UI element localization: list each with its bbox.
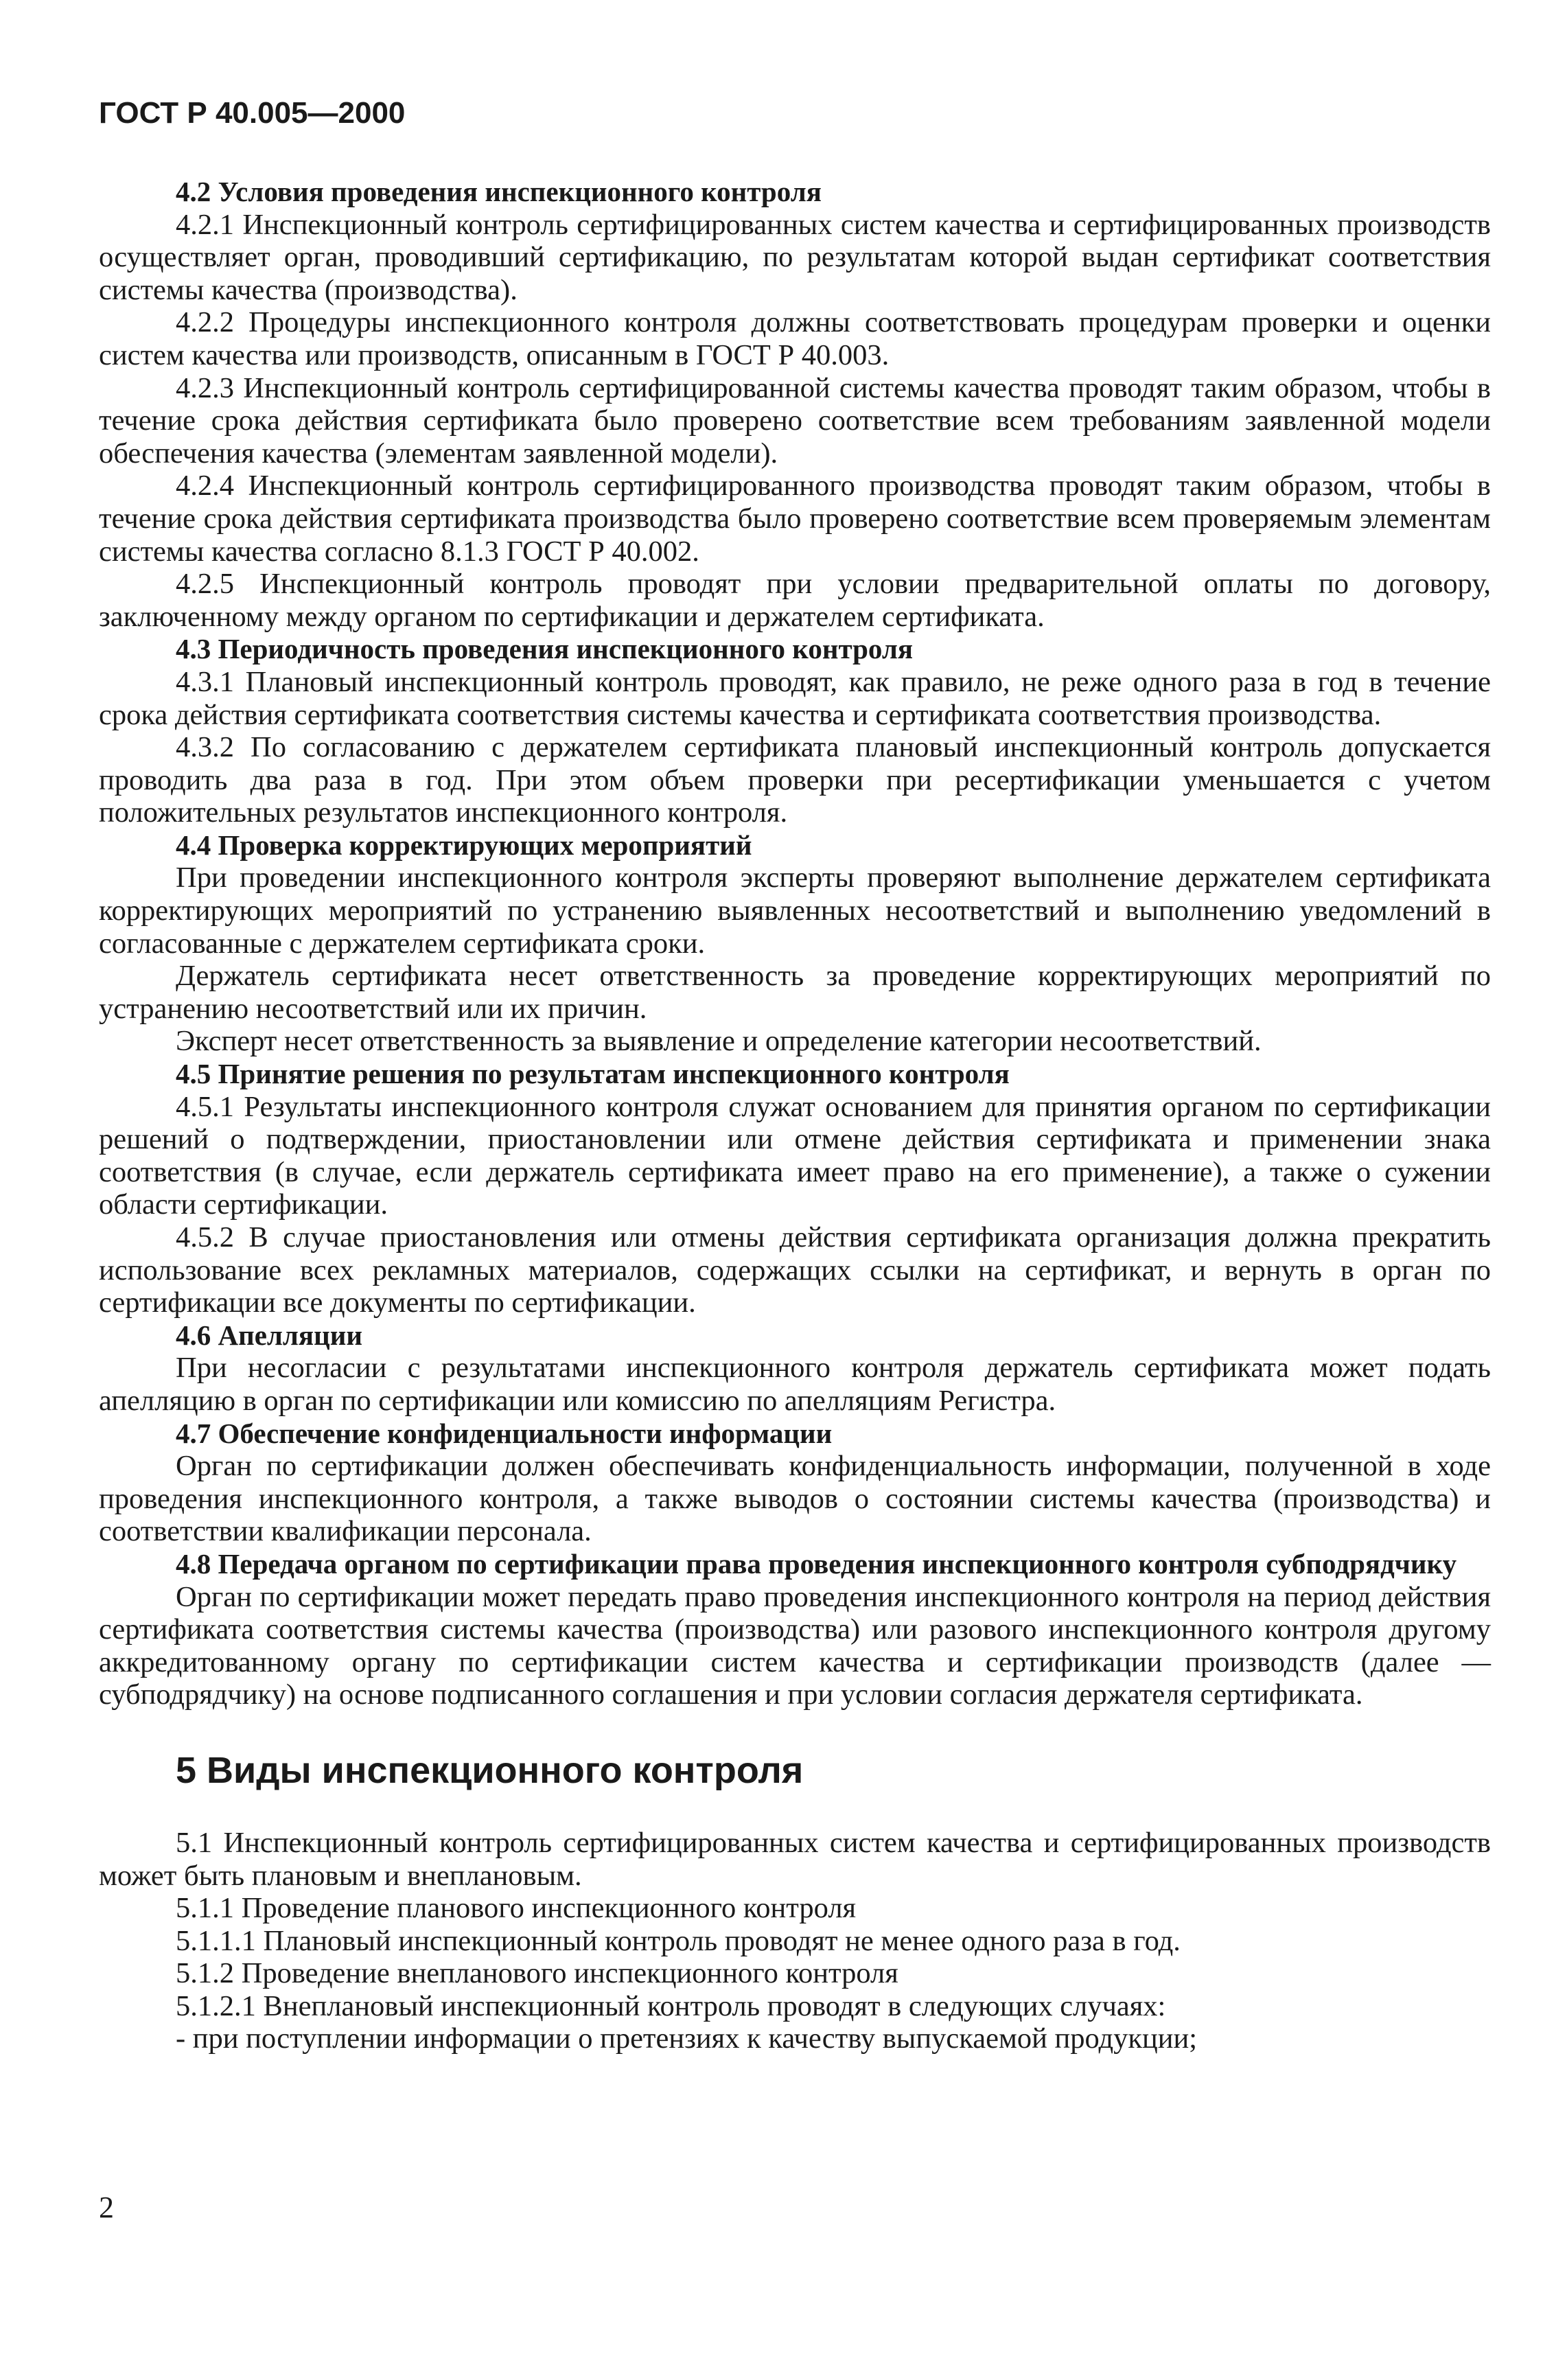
paragraph: 4.2.2 Процедуры инспекционного контроля должны соответствовать процедурам проверки и оценки систем качества или производств, описанным в ГОСТ Р 40.003. [99,306,1491,371]
paragraph: Эксперт несет ответственность за выявление и определение категории несоответствий. [176,1025,1262,1058]
page-number: 2 [99,2191,114,2224]
paragraph: Орган по сертификации должен обеспечивать конфиденциальность информации, полученной в ходе проведения инспекционного контроля, а также выводов о состоянии системы качества (производства) и соответствии квалификации персонала. [99,1450,1491,1548]
paragraph: 5.1.2 Проведение внепланового инспекционного контроля [176,1957,898,1990]
paragraph: 4.2.4 Инспекционный контроль сертифицированного производства проводят таким образом, чтобы в течение срока действия сертификата производства было проверено соответствие всем проверяемым элементам системы качества согласно 8.1.3 ГОСТ Р 40.002. [99,470,1491,568]
paragraph: При проведении инспекционного контроля эксперты проверяют выполнение держателем сертификата корректирующих мероприятий по устранению выявленных несоответствий и выполнению уведомлений в согласованные с держателем сертификата сроки. [99,862,1491,960]
paragraph: 4.5.1 Результаты инспекционного контроля служат основанием для принятия органом по сертификации решений о подтверждении, приостановлении или отмене действия сертификата и применении знака соответствия (в случае, если держатель сертификата имеет право на его применение), а также о сужении области сертификации. [99,1090,1491,1221]
paragraph: 4.5.2 В случае приостановления или отмены действия сертификата организация должна прекратить использование всех рекламных материалов, содержащих ссылки на сертификат, и вернуть в орган по сертификации все документы по сертификации. [99,1221,1491,1319]
paragraph: Держатель сертификата несет ответственность за проведение корректирующих мероприятий по устранению несоответствий или их причин. [99,960,1491,1025]
paragraph: 4.2.3 Инспекционный контроль сертифицированной системы качества проводят таким образом, чтобы в течение срока действия сертификата было проверено соответствие всем требованиям заявленной модели обеспечения качества (элементам заявленной модели). [99,371,1491,470]
paragraph: 5.1 Инспекционный контроль сертифицированных систем качества и сертифицированных производств может быть плановым и внеплановым. [99,1826,1491,1892]
subsection-heading: 4.8 Передача органом по сертификации права проведения инспекционного контроля субподрядчику [176,1547,1457,1580]
subsection-heading: 4.3 Периодичность проведения инспекционного контроля [176,633,914,665]
paragraph: 5.1.1 Проведение планового инспекционного контроля [176,1892,857,1925]
document-header: ГОСТ Р 40.005—2000 [99,96,406,130]
paragraph: Орган по сертификации может передать право проведения инспекционного контроля на период действия сертификата соответствия системы качества (производства) или разового инспекционного контроля другому аккредитованному органу по сертификации систем качества и сертификации производств (далее — субподрядчику) на основе подписанного соглашения и при условии согласия держателя сертификата. [99,1580,1491,1711]
subsection-heading: 4.7 Обеспечение конфиденциальности информации [176,1417,833,1449]
section-heading: 5 Виды инспекционного контроля [176,1749,804,1791]
paragraph: 4.3.2 По согласованию с держателем сертификата плановый инспекционный контроль допускается проводить два раза в год. При этом объем проверки при ресертификации уменьшается с учетом положительных результатов инспекционного контроля. [99,731,1491,829]
paragraph: 5.1.1.1 Плановый инспекционный контроль проводят не менее одного раза в год. [176,1924,1181,1957]
subsection-heading: 4.4 Проверка корректирующих мероприятий [176,829,752,861]
subsection-heading: 4.5 Принятие решения по результатам инспекционного контроля [176,1058,1010,1090]
paragraph: 4.3.1 Плановый инспекционный контроль проводят, как правило, не реже одного раза в год в течение срока действия сертификата соответствия системы качества и сертификата соответствия производства. [99,665,1491,731]
document-body [99,176,1491,2055]
paragraph: 5.1.2.1 Внеплановый инспекционный контроль проводят в следующих случаях: [176,1989,1166,2022]
paragraph: 4.2.5 Инспекционный контроль проводят при условии предварительной оплаты по договору, заключенному между органом по сертификации и держателем сертификата. [99,568,1491,633]
list-item: - при поступлении информации о претензиях к качеству выпускаемой продукции; [176,2022,1198,2055]
paragraph: 4.2.1 Инспекционный контроль сертифицированных систем качества и сертифицированных производств осуществляет орган, проводивший сертификацию, по результатам которой выдан сертификат соответствия системы качества (производства). [99,208,1491,306]
subsection-heading: 4.2 Условия проведения инспекционного контроля [176,176,822,207]
subsection-heading: 4.6 Апелляции [176,1319,362,1351]
paragraph: При несогласии с результатами инспекционного контроля держатель сертификата может подать апелляцию в орган по сертификации или комиссию по апелляциям Регистра. [99,1352,1491,1417]
